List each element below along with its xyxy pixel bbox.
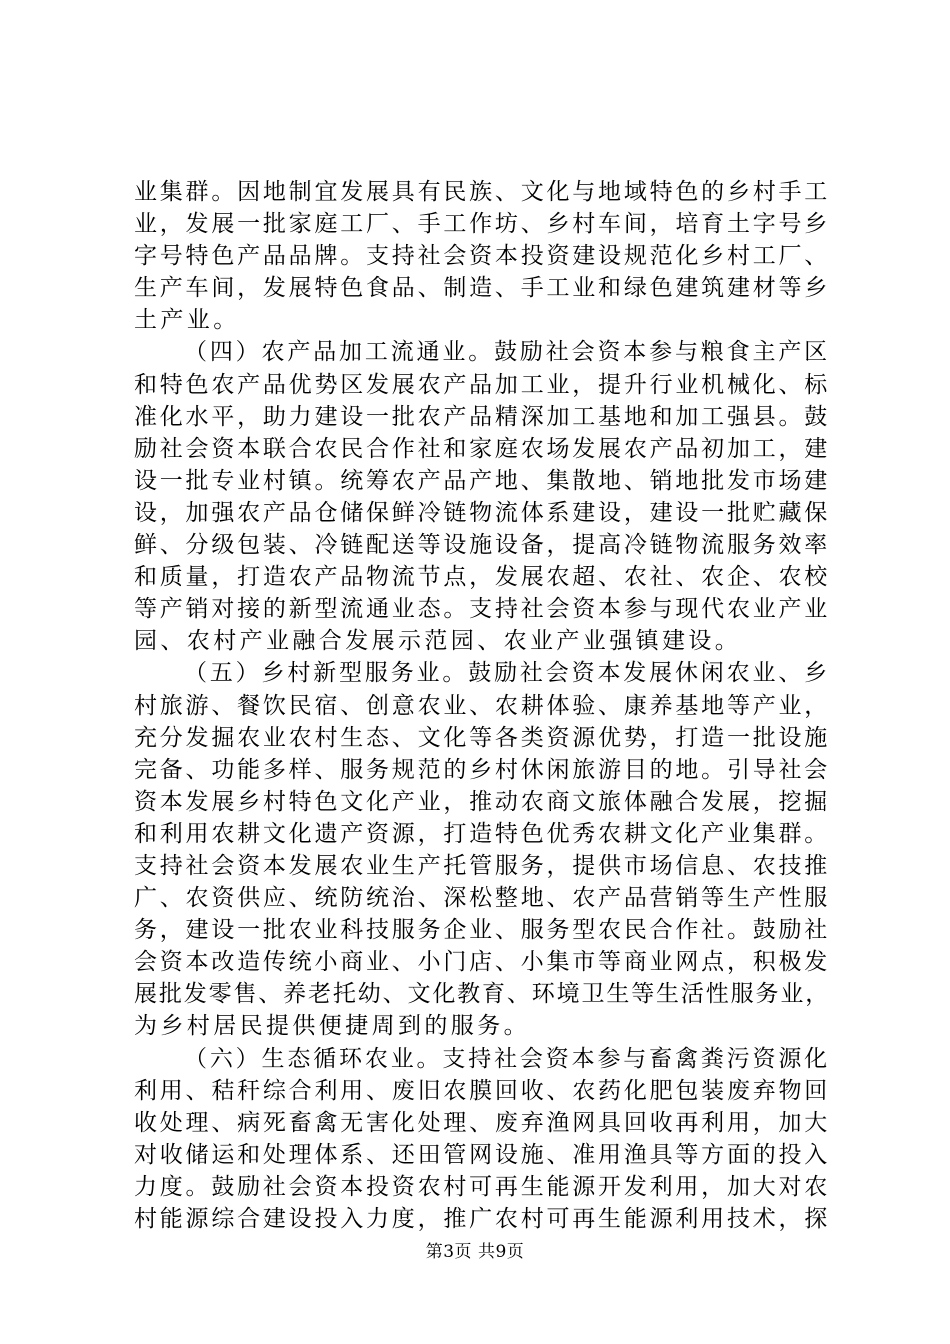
text-line: 设一批专业村镇。统筹农产品产地、集散地、销地批发市场建 (134, 467, 831, 494)
text-line: 村能源综合建设投入力度，推广农村可再生能源利用技术，探 (134, 1206, 831, 1232)
text-line: 和质量，打造农产品物流节点，发展农超、农社、农企、农校 (134, 564, 831, 591)
text-line: 业，发展一批家庭工厂、手工作坊、乡村车间，培育土字号乡 (134, 211, 831, 238)
text-line: 务，建设一批农业科技服务企业、服务型农民合作社。鼓励社 (134, 917, 831, 944)
text-line: 准化水平，助力建设一批农产品精深加工基地和加工强县。鼓 (134, 403, 831, 430)
text-line: 会资本改造传统小商业、小门店、小集市等商业网点，积极发 (134, 949, 831, 976)
text-line: 资本发展乡村特色文化产业，推动农商文旅体融合发展，挖掘 (134, 788, 831, 815)
text-line: 等产销对接的新型流通业态。支持社会资本参与现代农业产业 (134, 596, 831, 623)
text-line: 励社会资本联合农民合作社和家庭农场发展农产品初加工，建 (134, 435, 831, 462)
text-line: 设，加强农产品仓储保鲜冷链物流体系建设，建设一批贮藏保 (134, 499, 831, 526)
text-line: 展批发零售、养老托幼、文化教育、环境卫生等生活性服务业， (134, 981, 831, 1008)
text-line: 业集群。因地制宜发展具有民族、文化与地域特色的乡村手工 (134, 179, 831, 205)
text-line: 生产车间，发展特色食品、制造、手工业和绿色建筑建材等乡 (134, 275, 831, 302)
text-line: 充分发掘农业农村生态、文化等各类资源优势，打造一批设施 (134, 724, 831, 751)
body-text (134, 176, 830, 1235)
text-line: （六）生态循环农业。支持社会资本参与畜禽粪污资源化 (184, 1045, 830, 1072)
text-line: 园、农村产业融合发展示范园、农业产业强镇建设。 (134, 628, 742, 655)
text-line: 收处理、病死畜禽无害化处理、废弃渔网具回收再利用，加大 (134, 1109, 831, 1136)
page-footer: 第3页 共9页 (425, 1242, 525, 1262)
text-line: 支持社会资本发展农业生产托管服务，提供市场信息、农技推 (134, 852, 831, 879)
text-line: 完备、功能多样、服务规范的乡村休闲旅游目的地。引导社会 (134, 756, 831, 783)
text-line: 对收储运和处理体系、还田管网设施、准用渔具等方面的投入 (134, 1141, 831, 1168)
text-line: 利用、秸秆综合利用、废旧农膜回收、农药化肥包装废弃物回 (134, 1077, 831, 1104)
text-line: 和特色农产品优势区发展农产品加工业，提升行业机械化、标 (134, 371, 831, 398)
text-line: 和利用农耕文化遗产资源，打造特色优秀农耕文化产业集群。 (134, 820, 831, 847)
text-line: 字号特色产品品牌。支持社会资本投资建设规范化乡村工厂、 (134, 243, 831, 270)
text-line: （四）农产品加工流通业。鼓励社会资本参与粮食主产区 (184, 339, 830, 366)
text-line: 为乡村居民提供便捷周到的服务。 (134, 1013, 530, 1040)
text-line: （五）乡村新型服务业。鼓励社会资本发展休闲农业、乡 (184, 660, 830, 687)
text-line: 力度。鼓励社会资本投资农村可再生能源开发利用，加大对农 (134, 1173, 831, 1200)
text-line: 村旅游、餐饮民宿、创意农业、农耕体验、康养基地等产业， (134, 692, 831, 719)
text-line: 鲜、分级包装、冷链配送等设施设备，提高冷链物流服务效率 (134, 532, 831, 559)
text-line: 土产业。 (134, 307, 240, 334)
text-line: 广、农资供应、统防统治、深松整地、农产品营销等生产性服 (134, 885, 831, 912)
